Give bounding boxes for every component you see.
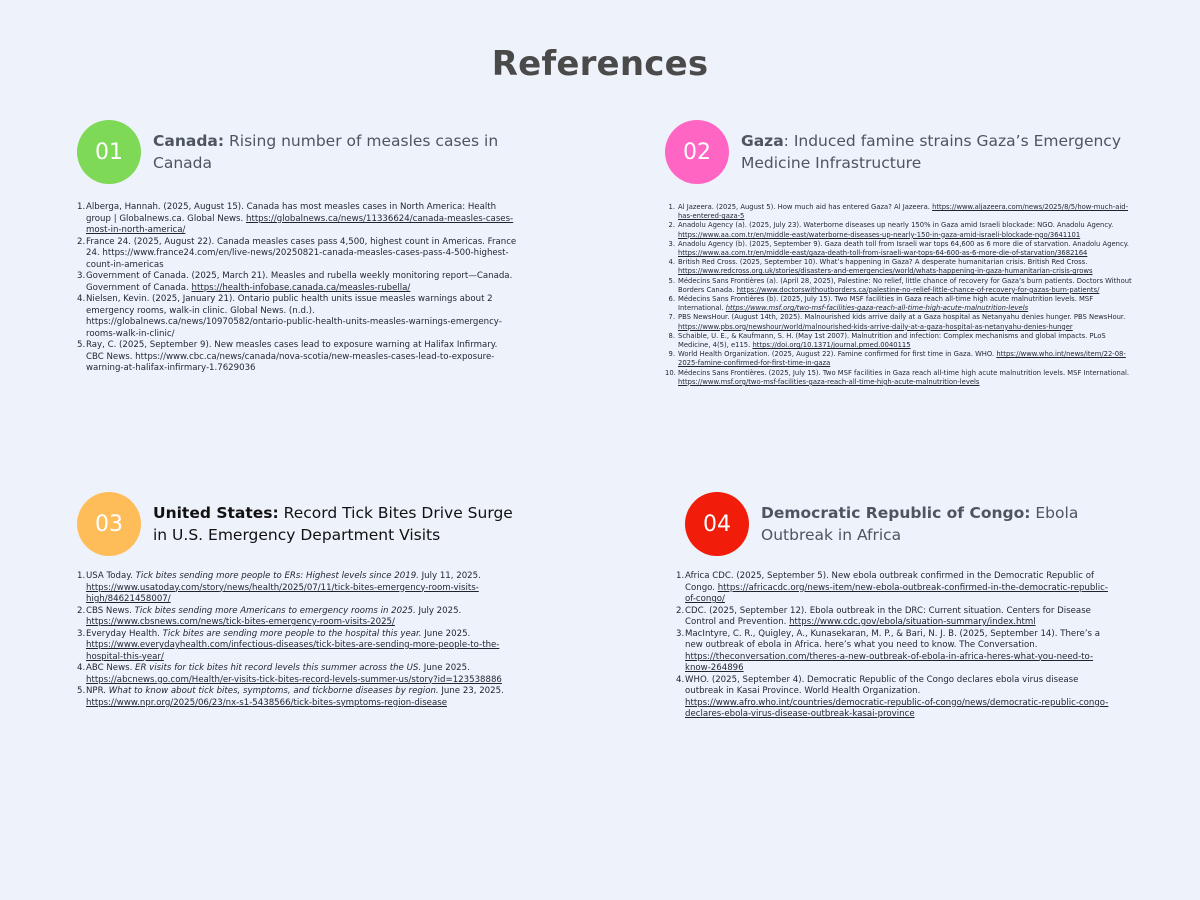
reference-link[interactable]: https://theconversation.com/theres-a-new-outbreak-of-ebola-in-africa-heres-what-you-need-to-know-264896	[685, 651, 1094, 673]
reference-item	[676, 571, 1115, 606]
reference-title: Tick bites sending more people to ERs: Highest levels since 2019.	[135, 571, 419, 581]
reference-link[interactable]: https://africacdc.org/news-item/new-ebola-outbreak-confirmed-in-the-democratic-republic-of-congo/	[685, 582, 1108, 604]
reference-number: 7.	[668, 313, 675, 322]
section-heading	[153, 130, 517, 174]
section-united-states	[77, 492, 517, 709]
reference-citation: CDC. (2025, September 12). Ebola outbreak in the DRC: Current situation. Centers for Disease Control and Prevention.	[685, 605, 1091, 627]
section-topic: Ebola Outbreak in Africa	[761, 504, 1079, 544]
reference-citation: USA Today.	[86, 571, 136, 581]
section-number-badge: 04	[685, 492, 749, 556]
reference-citation: Médecins Sans Frontières (b). (2025, July 15). Two MSF facilities in Gaza reach all-time high acute malnutrition levels. MSF International.	[678, 295, 1094, 313]
reference-citation: Ray, C. (2025, September 9). New measles cases lead to exposure warning at Halifax Infirmary. CBC News. https://www.cbc.ca/news/canada/nova-scotia/new-measles-cases-lead-to-exposure-warning-at-halifax-infirmary-1.7629036	[86, 340, 498, 373]
reference-title: What to know about tick bites, symptoms, and tickborne diseases by region.	[108, 686, 439, 696]
reference-citation: Africa CDC. (2025, September 5). New ebola outbreak confirmed in the Democratic Republic of Congo.	[685, 571, 1095, 593]
reference-link[interactable]: https://www.redcross.org.uk/stories/disasters-and-emergencies/world/whats-happening-in-gaza-humanitarian-crisis-grows	[678, 267, 1093, 276]
reference-citation: Anadolu Agency (a). (2025, July 23). Waterborne diseases up nearly 150% in Gaza amid Israeli blockade: NGO. Anadolu Agency.	[678, 221, 1114, 230]
reference-citation: Anadolu Agency (b). (2025, September 9). Gaza death toll from Israeli war tops 64,600 as 6 more die of starvation. Anadolu Agency.	[678, 239, 1129, 248]
reference-link[interactable]: https://www.msf.org/two-msf-facilities-gaza-reach-all-time-high-acute-malnutrition-levels	[725, 304, 1029, 313]
reference-citation: CBS News.	[86, 605, 135, 616]
reference-citation: July 11, 2025.	[418, 571, 481, 581]
reference-text	[685, 629, 1115, 675]
reference-link[interactable]: https://health-infobase.canada.ca/measles-rubella/	[191, 282, 411, 293]
reference-number: 4.	[668, 258, 675, 267]
reference-number: 1.	[676, 571, 685, 581]
reference-item	[665, 313, 1135, 331]
reference-citation: ABC News.	[86, 663, 136, 673]
reference-text	[86, 606, 517, 629]
reference-citation: Alberga, Hannah. (2025, August 15). Canada has most measles cases in North America: Health group | Globalnews.ca. Global News.	[86, 202, 497, 224]
reference-text	[678, 203, 1135, 221]
reference-text	[86, 294, 517, 340]
reference-citation: World Health Organization. (2025, August 22). Famine confirmed for first time in Gaza. WHO.	[678, 350, 997, 359]
section-gaza	[665, 120, 1135, 387]
section-number-badge: 01	[77, 120, 141, 184]
reference-citation: MacIntyre, C. R., Quigley, A., Kunasekaran, M. P., & Bari, N. J. B. (2025, September 14). There’s a new outbreak of ebola in Africa. here’s what you need to know. The Conversation.	[685, 628, 1101, 650]
reference-list	[77, 571, 517, 709]
reference-link[interactable]: https://www.pbs.org/newshour/world/malnourished-kids-arrive-daily-at-a-gaza-hospital-as-netanyahu-denies-hunger	[678, 322, 1073, 331]
reference-text	[678, 277, 1135, 295]
reference-link[interactable]: https://abcnews.go.com/Health/er-visits-tick-bites-record-levels-summer-us/story?id=123538886	[86, 674, 502, 685]
reference-list	[77, 202, 517, 375]
reference-item	[676, 606, 1115, 629]
reference-link[interactable]: https://www.everydayhealth.com/infectious-diseases/tick-bites-are-sending-more-people-to-the-hospital-this-year/	[86, 640, 500, 662]
reference-number: 6.	[668, 295, 675, 304]
reference-link[interactable]: https://globalnews.ca/news/11336624/canada-measles-cases-most-in-north-america/	[86, 213, 514, 235]
reference-text	[86, 237, 517, 272]
reference-number: 2.	[676, 605, 685, 616]
reference-title: ER visits for tick bites hit record levels this summer across the US.	[135, 663, 422, 673]
section-heading	[761, 502, 1115, 546]
reference-link[interactable]: https://doi.org/10.1371/journal.pmed.0040115	[752, 341, 911, 350]
reference-link[interactable]: https://www.usatoday.com/story/news/health/2025/07/11/tick-bites-emergency-room-visits-high/84621458007/	[86, 582, 479, 604]
reference-citation: Government of Canada. (2025, March 21). Measles and rubella weekly monitoring report—Canada. Government of Canada.	[86, 271, 513, 293]
reference-item	[77, 606, 517, 629]
reference-item	[665, 240, 1135, 258]
reference-list	[676, 571, 1115, 721]
reference-citation: June 2025.	[421, 663, 470, 673]
reference-citation: Al Jazeera. (2025, August 5). How much aid has entered Gaza? Al Jazeera.	[678, 203, 933, 211]
reference-item	[676, 675, 1115, 721]
reference-number: 5.	[668, 276, 675, 285]
section-country: Gaza	[741, 132, 784, 150]
section-country: United States:	[153, 504, 279, 522]
page-title: References	[491, 44, 709, 84]
reference-text	[685, 571, 1115, 606]
reference-item	[77, 271, 517, 294]
reference-text	[678, 369, 1135, 387]
reference-item	[77, 629, 517, 664]
reference-text	[678, 258, 1135, 276]
reference-number: 1.	[77, 571, 86, 581]
reference-number: 2.	[668, 221, 675, 230]
reference-number: 10.	[665, 368, 676, 377]
section-header	[665, 120, 1135, 190]
reference-link[interactable]: https://www.aa.com.tr/en/middle-east/gaza-death-toll-from-israeli-war-tops-64-600-as-6-more-die-of-starvation/3682164	[678, 249, 1088, 258]
reference-text	[86, 202, 517, 237]
reference-item	[77, 686, 517, 709]
reference-item	[665, 221, 1135, 239]
reference-link[interactable]: https://www.aljazeera.com/news/2025/8/5/how-much-aid-has-entered-gaza-5	[678, 203, 1129, 221]
reference-number: 4.	[77, 294, 86, 304]
reference-citation: WHO. (2025, September 4). Democratic Republic of the Congo declares ebola virus disease outbreak in Kasai Province. World Health Organization.	[685, 674, 1079, 696]
section-canada	[77, 120, 517, 375]
reference-link[interactable]: https://www.doctorswithoutborders.ca/palestine-no-relief-little-chance-of-recovery-for-gazas-burn-patients/	[736, 285, 1100, 294]
reference-text	[678, 332, 1135, 350]
reference-number: 1.	[77, 202, 86, 212]
reference-number: 5.	[77, 686, 86, 696]
reference-citation: Everyday Health.	[86, 628, 163, 639]
reference-item	[77, 663, 517, 686]
reference-text	[678, 221, 1135, 239]
reference-citation: July 2025.	[415, 605, 462, 616]
reference-link[interactable]: https://www.cbsnews.com/news/tick-bites-emergency-room-visits-2025/	[86, 617, 395, 627]
reference-number: 9.	[668, 350, 675, 359]
reference-number: 3.	[676, 628, 685, 639]
reference-citation: June 23, 2025.	[438, 686, 504, 696]
reference-item	[665, 277, 1135, 295]
reference-item	[665, 369, 1135, 387]
section-congo	[676, 492, 1115, 721]
reference-text	[685, 675, 1115, 721]
section-heading	[153, 502, 517, 546]
reference-citation: Nielsen, Kevin. (2025, January 21). Ontario public health units issue measles warnings about 2 emergency rooms, walk-in clinic. Global News. (n.d.). https://globalnews.ca/news/10970582/ontario-public-health-units-measles-warnings-emergency-rooms-walk-in-clinic/	[86, 294, 502, 339]
reference-number: 4.	[676, 674, 685, 685]
reference-number: 3.	[668, 239, 675, 248]
reference-title: Tick bites sending more Americans to emergency rooms in 2025.	[134, 605, 416, 616]
reference-text	[86, 571, 517, 606]
reference-text	[678, 313, 1135, 331]
reference-item	[665, 332, 1135, 350]
reference-item	[665, 295, 1135, 313]
reference-item	[676, 629, 1115, 675]
section-heading	[741, 130, 1135, 174]
reference-item	[665, 350, 1135, 368]
reference-citation: NPR.	[86, 686, 109, 696]
reference-title: Tick bites are sending more people to the hospital this year.	[162, 628, 422, 639]
reference-link[interactable]: https://www.aa.com.tr/en/middle-east/waterborne-diseases-up-nearly-150-in-gaza-amid-israeli-blockade-ngo/3641101	[678, 230, 1081, 239]
reference-number: 3.	[77, 271, 86, 281]
reference-list	[665, 203, 1135, 387]
section-number-badge: 02	[665, 120, 729, 184]
reference-number: 8.	[668, 331, 675, 340]
reference-text	[86, 663, 517, 686]
reference-citation: Schaible, U. E., & Kaufmann, S. H. (May 1st 2007). Malnutrition and infection: Complex mechanisms and global impacts. PLoS Medicine, 4(5), e115.	[678, 331, 1106, 350]
reference-item	[77, 202, 517, 237]
reference-citation: Médecins Sans Frontières. (2025, July 15). Two MSF facilities in Gaza reach all-time high acute malnutrition levels. MSF International.	[678, 368, 1130, 377]
reference-citation: British Red Cross. (2025, September 10). What’s happening in Gaza? A desperate humanitarian crisis. British Red Cross.	[678, 258, 1088, 267]
reference-link[interactable]: https://www.msf.org/two-msf-facilities-gaza-reach-all-time-high-acute-malnutrition-levels	[678, 377, 980, 386]
section-topic: Record Tick Bites Drive Surge in U.S. Emergency Department Visits	[153, 504, 513, 544]
reference-link[interactable]: https://www.afro.who.int/countries/democratic-republic-of-congo/news/democratic-republic-congo-declares-ebola-virus-disease-outbreak-kasai-province	[685, 697, 1109, 719]
reference-item	[665, 203, 1135, 221]
reference-text	[685, 606, 1115, 629]
reference-text	[86, 340, 517, 375]
reference-link[interactable]: https://www.who.int/news/item/22-08-2025-famine-confirmed-for-first-time-in-gaza	[678, 350, 1126, 368]
section-topic: Rising number of measles cases in Canada	[153, 132, 499, 172]
reference-number: 5.	[77, 340, 86, 350]
reference-text	[86, 686, 517, 709]
reference-number: 1.	[668, 203, 675, 211]
reference-link[interactable]: https://www.cdc.gov/ebola/situation-summary/index.html	[789, 617, 1036, 627]
reference-text	[86, 271, 517, 294]
reference-text	[678, 295, 1135, 313]
reference-item	[77, 571, 517, 606]
section-country: Democratic Republic of Congo:	[761, 504, 1031, 522]
reference-link[interactable]: https://www.npr.org/2025/06/23/nx-s1-5438566/tick-bites-symptoms-region-disease	[86, 697, 447, 708]
reference-number: 4.	[77, 663, 86, 673]
section-header	[685, 492, 1115, 562]
reference-citation: France 24. (2025, August 22). Canada measles cases pass 4,500, highest count in Americas. France 24. https://www.france24.com/en/live-news/20250821-canada-measles-cases-pass-4-500-highest-count-in-americas	[86, 236, 517, 270]
reference-item	[77, 340, 517, 375]
reference-item	[665, 258, 1135, 276]
section-header	[77, 120, 517, 190]
reference-number: 3.	[77, 628, 86, 639]
reference-text	[678, 240, 1135, 258]
reference-number: 2.	[77, 236, 86, 247]
reference-citation: PBS NewsHour. (August 14th, 2025). Malnourished kids arrive daily at a Gaza hospital as Netanyahu denies hunger. PBS NewsHour.	[678, 313, 1126, 322]
reference-text	[678, 350, 1135, 368]
reference-number: 2.	[77, 605, 86, 616]
section-header	[77, 492, 517, 562]
reference-citation: June 2025.	[421, 628, 471, 639]
reference-item	[77, 237, 517, 272]
reference-item	[77, 294, 517, 340]
reference-text	[86, 629, 517, 664]
section-number-badge: 03	[77, 492, 141, 556]
section-country: Canada:	[153, 132, 225, 150]
section-topic: : Induced famine strains Gaza’s Emergency Medicine Infrastructure	[741, 132, 1122, 172]
reference-citation: Médecins Sans Frontières (a). (April 28, 2025), Palestine: No relief, little chance of recovery for Gaza’s burn patients. Doctors Without Borders Canada.	[678, 276, 1132, 294]
